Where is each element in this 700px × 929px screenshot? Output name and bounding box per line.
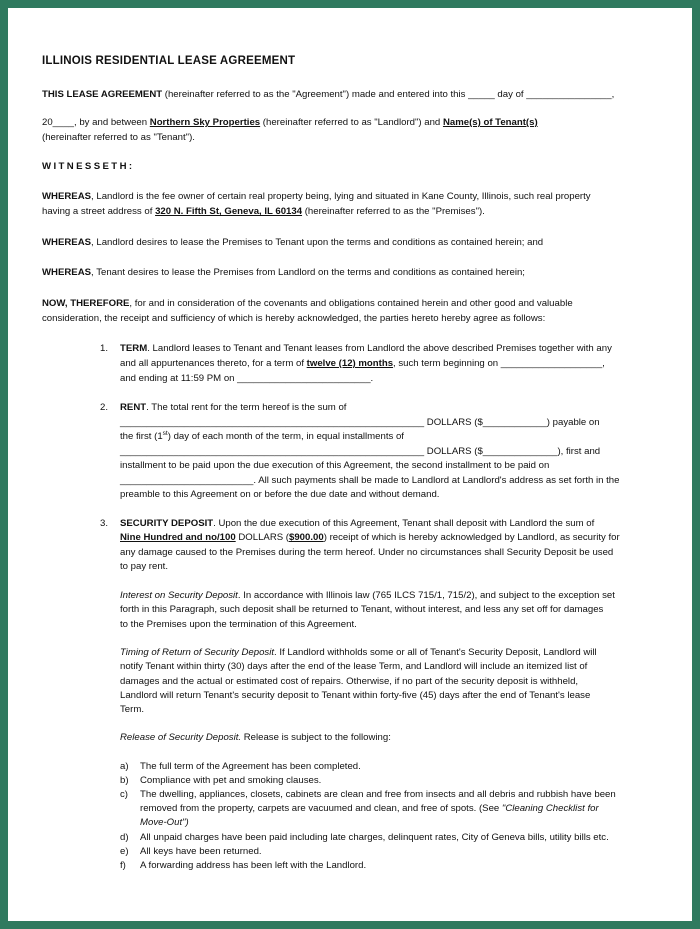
deposit-amount-words: Nine Hundred and no/100 [120, 532, 236, 543]
condition-a-label: a) [120, 761, 129, 772]
rent-text-3b: ) day of each month of the term, in equal installments of [167, 431, 404, 442]
term-number: 1. [100, 343, 109, 354]
whereas-2-lead: WHEREAS [42, 237, 92, 248]
deposit-text-1: . Upon the due execution of this Agreement, Tenant shall deposit with Landlord the sum of [213, 518, 595, 529]
whereas-1-text-3: (hereinafter referred to as the "Premises"). [302, 206, 485, 217]
rent-line-4: _________________________________________________________ DOLLARS ($______________), first and [120, 446, 601, 457]
deposit-number: 3. [100, 518, 109, 529]
rent-line-5: installment to be paid upon the due execution of this Agreement, the second installment to be paid on [120, 460, 550, 471]
release-line [120, 731, 665, 746]
rent-line-2: _________________________________________________________ DOLLARS ($____________) payable on [120, 417, 600, 428]
whereas-1-lead: WHEREAS [42, 191, 92, 202]
condition-e-label: e) [120, 846, 129, 857]
whereas-1-line-2 [42, 205, 664, 220]
whereas-2 [42, 236, 664, 251]
intro-text-3: (hereinafter referred to as "Tenant"). [42, 132, 195, 143]
timing-text-1: . If Landlord withholds some or all of Tenant's Security Deposit, Landlord will [274, 647, 597, 658]
deposit-line-3: any damage caused to the Premises during the term hereof. Under no circumstances shall Security Deposit be used [120, 547, 614, 558]
deposit-text-2: ) receipt of which is hereby acknowledged by Landlord, as security for [323, 532, 620, 543]
timing-heading: Timing of Return of Security Deposit [120, 647, 275, 658]
condition-d-text: All unpaid charges have been paid including late charges, delinquent rates, City of Geneva bills, utility bills etc. [140, 832, 609, 843]
rent-superscript: st [162, 430, 168, 437]
deposit-lead: SECURITY DEPOSIT [120, 518, 214, 529]
condition-f-label: f) [120, 860, 126, 871]
document-title: ILLINOIS RESIDENTIAL LEASE AGREEMENT [42, 55, 296, 67]
now-therefore-line-1 [42, 297, 664, 312]
condition-a-text: The full term of the Agreement has been completed. [140, 761, 361, 772]
whereas-3 [42, 266, 664, 281]
premises-address: 320 N. Fifth St, Geneva, IL 60134 [155, 206, 303, 217]
whereas-3-text: , Tenant desires to lease the Premises from Landlord on the terms and conditions as contained herein; [91, 267, 525, 278]
rent-line-7: preamble to this Agreement on or before the due date and without demand. [120, 489, 440, 500]
rent-text-1: . The total rent for the term hereof is the sum of [146, 402, 347, 413]
term-text-3: , such term beginning on ___________________, [393, 358, 605, 369]
now-therefore-lead: NOW, THEREFORE [42, 298, 130, 309]
term-lead: TERM [120, 343, 148, 354]
lease-document-page [8, 8, 692, 921]
timing-line-1 [120, 646, 665, 661]
term-line-1 [120, 342, 665, 357]
intro-text-1: (hereinafter referred to as the "Agreement") made and entered into this _____ day of ________________, [162, 89, 615, 100]
condition-c-label: c) [120, 789, 128, 800]
intro-line-2 [42, 116, 664, 131]
rent-text-3a: the first (1 [120, 431, 163, 442]
term-line-2 [120, 357, 665, 372]
timing-line-2: notify Tenant within thirty (30) days after the end of the lease Term, and Landlord will include an itemized list of [120, 661, 588, 672]
term-duration: twelve (12) months [306, 358, 394, 369]
term-line-3: and ending at 11:59 PM on _________________________. [120, 373, 374, 384]
whereas-2-text: , Landlord desires to lease the Premises to Tenant upon the terms and conditions as contained herein; and [91, 237, 544, 248]
interest-line-3: to the Premises upon the termination of this Agreement. [120, 619, 357, 630]
term-text-2: and all appurtenances thereto, for a term of [120, 358, 307, 369]
deposit-amount: $900.00 [289, 532, 324, 543]
timing-line-3: damages and the actual or estimated cost of repairs. Otherwise, if no part of the security deposit is withheld, [120, 676, 579, 687]
deposit-line-4: to pay rent. [120, 561, 168, 572]
condition-d-label: d) [120, 832, 129, 843]
interest-line-1 [120, 589, 665, 604]
cleaning-checklist-ref: "Cleaning Checklist for [501, 803, 599, 814]
interest-line-2: forth in this Paragraph, such deposit shall be returned to Tenant, without interest, and less any set off for damages [120, 604, 604, 615]
now-therefore-text: , for and in consideration of the covenants and obligations contained herein and other good and valuable [129, 298, 573, 309]
condition-f-text: A forwarding address has been left with the Landlord. [140, 860, 367, 871]
intro-year: 20____, by and between [42, 117, 150, 128]
condition-c-line-3 [140, 816, 665, 831]
term-text-1: . Landlord leases to Tenant and Tenant leases from Landlord the above described Premises together with any [147, 343, 612, 354]
witnesseth-heading: WITNESSETH: [42, 161, 135, 172]
rent-line-6: _________________________. All such payments shall be made to Landlord at Landlord's address as set forth in the [120, 475, 620, 486]
condition-b-label: b) [120, 775, 129, 786]
condition-b-text: Compliance with pet and smoking clauses. [140, 775, 322, 786]
interest-heading: Interest on Security Deposit [120, 590, 238, 601]
condition-e-text: All keys have been returned. [140, 846, 262, 857]
intro-lead: THIS LEASE AGREEMENT [42, 89, 163, 100]
condition-c-text: The dwelling, appliances, closets, cabinets are clean and free from insects and all debris and rubbish have been [140, 789, 616, 800]
intro-line-1 [42, 88, 664, 103]
deposit-line-1 [120, 517, 665, 532]
move-out-ref: Move-Out") [140, 817, 189, 828]
interest-text-1: . In accordance with Illinois law (765 ILCS 715/1, 715/2), and subject to the exception set [237, 590, 615, 601]
rent-line-3 [120, 430, 665, 445]
timing-line-4: Landlord will return Tenant's security deposit to Tenant within forty-five (45) days after the end of Tenant's lease [120, 690, 591, 701]
condition-c-text-2: removed from the property, carpets are vacuumed and clean, and free of spots. (See [140, 803, 502, 814]
intro-text-2: (hereinafter referred to as "Landlord") and [260, 117, 443, 128]
rent-number: 2. [100, 402, 109, 413]
rent-lead: RENT [120, 402, 147, 413]
whereas-1-text-2: having a street address of [42, 206, 156, 217]
timing-line-5: Term. [120, 704, 144, 715]
deposit-dollars-label: DOLLARS ( [235, 532, 290, 543]
landlord-name: Northern Sky Properties [149, 117, 261, 128]
deposit-line-2 [120, 531, 665, 546]
now-therefore-line-2: consideration, the receipt and sufficiency of which is hereby acknowledged, the parties hereto hereby agree as follows: [42, 313, 546, 324]
tenant-name: Name(s) of Tenant(s) [442, 117, 538, 128]
release-text: Release is subject to the following: [241, 732, 391, 743]
whereas-1-text: , Landlord is the fee owner of certain real property being, lying and situated in Kane County, Illinois, such real property [91, 191, 591, 202]
rent-line-1 [120, 401, 665, 416]
release-heading: Release of Security Deposit. [120, 732, 242, 743]
whereas-3-lead: WHEREAS [42, 267, 92, 278]
whereas-1-line-1 [42, 190, 664, 205]
condition-c-line-2 [140, 802, 665, 817]
